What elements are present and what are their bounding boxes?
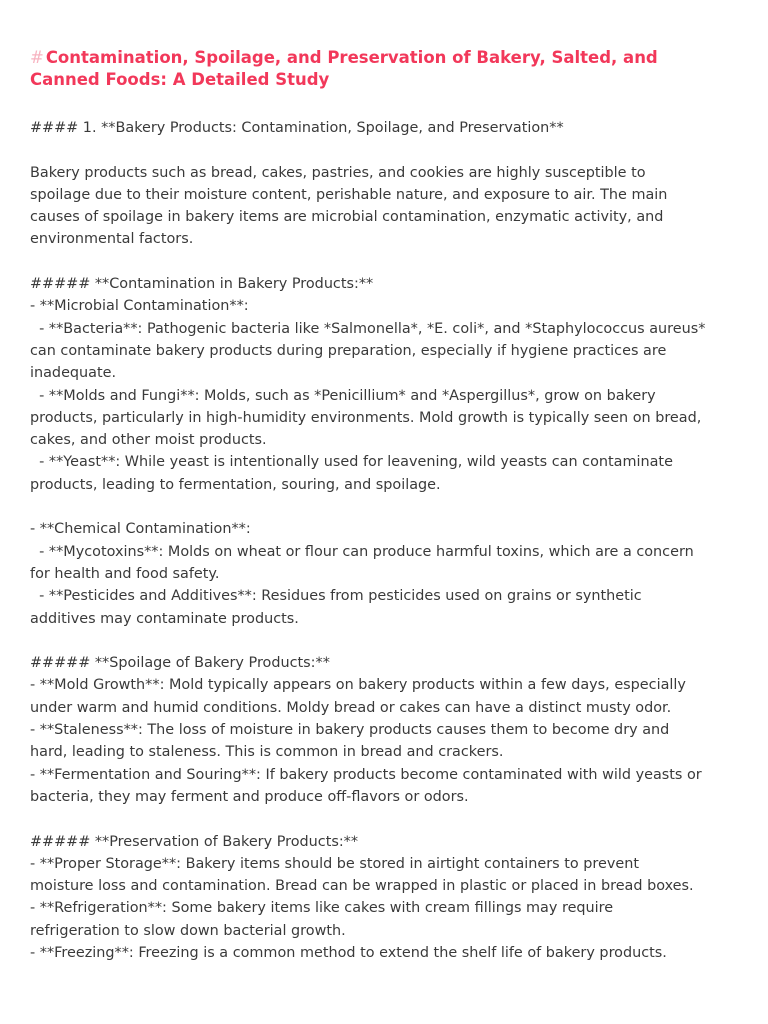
text-line: environmental factors. [30, 231, 194, 248]
text-line: - **Chemical Contamination**: [30, 521, 251, 538]
text-line: inadequate. [30, 365, 117, 382]
document-body [30, 117, 740, 964]
text-line: refrigeration to slow down bacterial growth. [30, 922, 346, 939]
text-line: ##### **Contamination in Bakery Products:** [30, 276, 374, 293]
text-line: bacteria, they may ferment and produce off-flavors or odors. [30, 788, 469, 805]
text-line: moisture loss and contamination. Bread can be wrapped in plastic or placed in bread boxes. [30, 878, 694, 895]
text-line: causes of spoilage in bakery items are microbial contamination, enzymatic activity, and [30, 209, 664, 226]
blank-line [30, 808, 740, 830]
title-line-1: Contamination, Spoilage, and Preservation of Bakery, Salted, and [45, 48, 658, 67]
text-line: - **Fermentation and Souring**: If bakery products become contaminated with wild yeasts or [30, 766, 702, 783]
text-line: Bakery products such as bread, cakes, pastries, and cookies are highly susceptible to [30, 164, 646, 181]
text-line: - **Refrigeration**: Some bakery items like cakes with cream fillings may require [30, 900, 614, 917]
text-line: cakes, and other moist products. [30, 432, 267, 449]
text-line: spoilage due to their moisture content, perishable nature, and exposure to air. The main [30, 186, 668, 203]
text-line: - **Proper Storage**: Bakery items should be stored in airtight containers to prevent [30, 855, 640, 872]
title-hash-mark: # [30, 48, 44, 67]
blank-line [30, 251, 740, 273]
text-line: - **Mold Growth**: Mold typically appears on bakery products within a few days, especially [30, 677, 686, 694]
blank-line [30, 630, 740, 652]
text-line: ##### **Spoilage of Bakery Products:** [30, 655, 330, 672]
text-line: #### 1. **Bakery Products: Contamination, Spoilage, and Preservation** [30, 120, 564, 136]
title-line-2: Canned Foods: A Detailed Study [30, 70, 330, 89]
text-line: additives may contaminate products. [30, 610, 299, 627]
text-line: - **Pesticides and Additives**: Residues from pesticides used on grains or synthetic [30, 588, 642, 605]
text-line: - **Bacteria**: Pathogenic bacteria like *Salmonella*, *E. coli*, and *Staphylococcus aureus* [30, 320, 706, 337]
text-line: - **Yeast**: While yeast is intentionally used for leavening, wild yeasts can contaminate [30, 454, 673, 471]
text-line: products, leading to fermentation, souring, and spoilage. [30, 476, 441, 493]
blank-line [30, 139, 740, 161]
text-line: - **Mycotoxins**: Molds on wheat or flour can produce harmful toxins, which are a concern [30, 543, 694, 560]
text-line: can contaminate bakery products during preparation, especially if hygiene practices are [30, 342, 667, 359]
text-line: - **Molds and Fungi**: Molds, such as *Penicillium* and *Aspergillus*, grow on bakery [30, 387, 656, 404]
text-line: - **Freezing**: Freezing is a common method to extend the shelf life of bakery products. [30, 944, 667, 961]
document-title [30, 47, 740, 91]
text-line: - **Microbial Contamination**: [30, 298, 249, 315]
text-line: products, particularly in high-humidity environments. Mold growth is typically seen on bread, [30, 409, 702, 426]
text-line: for health and food safety. [30, 565, 220, 582]
blank-line [30, 496, 740, 518]
text-line: hard, leading to staleness. This is common in bread and crackers. [30, 744, 504, 761]
text-line: - **Staleness**: The loss of moisture in bakery products causes them to become dry and [30, 722, 670, 739]
text-line: ##### **Preservation of Bakery Products:** [30, 833, 359, 850]
text-line: under warm and humid conditions. Moldy bread or cakes can have a distinct musty odor. [30, 699, 672, 716]
